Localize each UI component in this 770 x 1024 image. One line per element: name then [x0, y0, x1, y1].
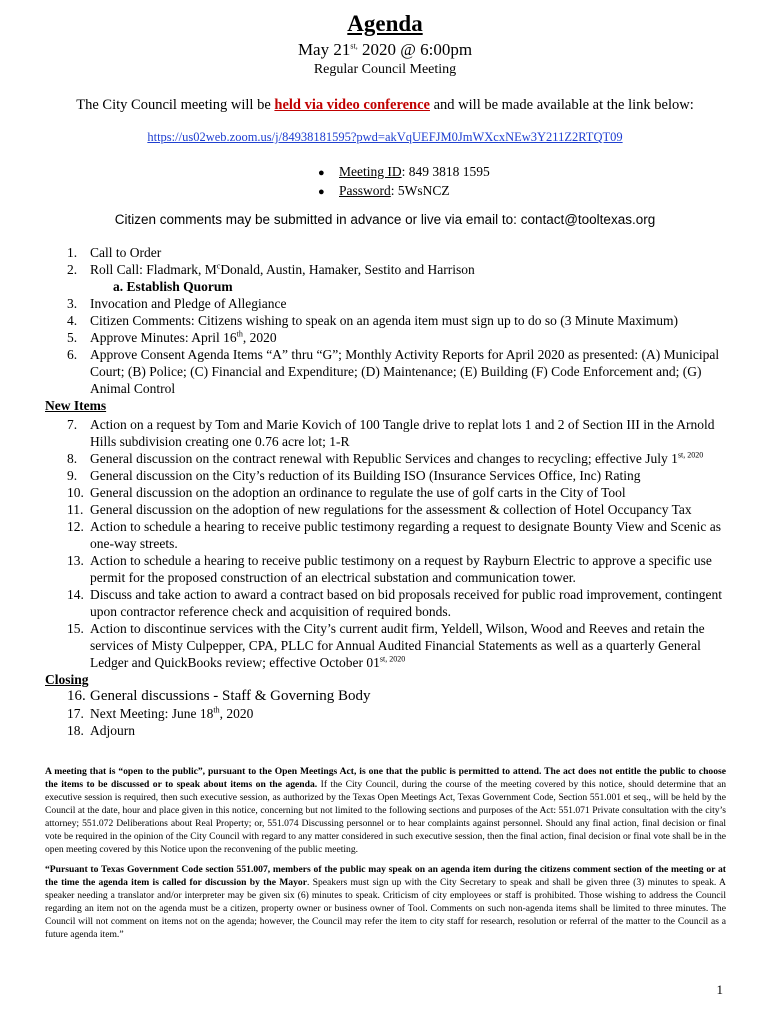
- date-time-text: 2020 @ 6:00pm: [357, 40, 473, 59]
- section-heading-new-items: New Items: [45, 398, 107, 413]
- date-superscript: st,: [350, 41, 358, 51]
- bullet-icon: ●: [318, 186, 325, 198]
- list-item: 13. Action to schedule a hearing to receive public testimony on a request by Rayburn Electric to approve a specific use permit for the proposed construction of an electrical substation and communication tower.: [67, 553, 712, 585]
- list-item: 3. Invocation and Pledge of Allegiance: [67, 296, 287, 311]
- list-item: 6. Approve Consent Agenda Items “A” thru “G”; Monthly Activity Reports for April 2020 as presented: (A) Municipal Court; (B) Police; (C) Financial and Expenditure; (D) Maintenance; (E) Building (F) Code Enforcement and; (G) Animal Control: [67, 347, 720, 396]
- list-item: 11. General discussion on the adoption of new regulations for the assessment & collection of Hotel Occupancy Tax: [67, 502, 692, 517]
- meeting-date: [0, 39, 770, 61]
- meeting-id-label: Meeting ID: [339, 164, 402, 179]
- legal-notice: [45, 765, 726, 948]
- list-item: 16. General discussions - Staff & Governing Body: [67, 688, 371, 704]
- password-label: Password: [339, 183, 391, 198]
- password-item: [318, 182, 490, 201]
- list-item: 5. Approve Minutes: April 16th, 2020: [67, 329, 277, 345]
- list-item: 9. General discussion on the City’s reduction of its Building ISO (Insurance Services Office, Inc) Rating: [67, 468, 641, 483]
- zoom-meeting-link[interactable]: https://us02web.zoom.us/j/84938181595?pwd=akVqUEFJM0JmWXcxNEw3Y211Z2RTQT09: [147, 130, 623, 144]
- list-item: 8. General discussion on the contract renewal with Republic Services and changes to recycling; effective July $1^{st, 2020}$: [67, 450, 704, 466]
- citizen-comments-note: Citizen comments may be submitted in advance or live via email to: contact@tooltexas.org: [114, 212, 656, 227]
- list-item: 15. Action to discontinue services with the City’s current audit firm, Yeldell, Wilson, Wood and Reeves and retain the services of Misty Culpepper, CPA, PLLC for Annual Audited Financial Statements as well as a quarterly General Ledger and QuickBooks review; effective October $01^{st, 2020}$: [67, 621, 705, 670]
- public-comment-notice: “Pursuant to Texas Government Code section 551.007, members of the public may speak on an agenda item during the citizens comment section of the meeting or at the time the agenda item is called for discussion by the Mayor. Speakers must sign up with the City Secretary to speak and shall be given three (3) minutes to speak. A speaker needing a translator and/or interpreter may be given six (6) minutes to speak. Criticism of city employees or staff is prohibited. Those wishing to address the Council regarding an item not on the agenda must be a citizen, property owner or business owner of Tool. Comments on such non-agenda items shall be limited to three minutes. The Council will not comment on items not on the agenda; however, the Council may refer the item to city staff for research, resolution or referral of the matter to the Council as a future agenda item.”: [45, 864, 726, 940]
- agenda-list: [45, 244, 735, 739]
- section-heading-closing: Closing: [45, 672, 89, 687]
- date-text: May 21: [297, 40, 351, 59]
- meeting-info-list: [318, 163, 490, 201]
- sub-item-quorum: a. Establish Quorum: [113, 279, 233, 294]
- list-item: 18. Adjourn: [67, 723, 135, 738]
- list-item: 7. Action on a request by Tom and Marie Kovich of 100 Tangle drive to replat lots 1 and 2 of Section III in the Arnold Hills subdivision creating one 0.76 acre lot; 1-R: [67, 417, 715, 449]
- page-number: 1: [716, 982, 723, 997]
- meeting-id-value: : 849 3818 1595: [401, 164, 490, 179]
- list-item: 4. Citizen Comments: Citizens wishing to speak on an agenda item must sign up to do so (3 Minute Maximum): [67, 313, 678, 328]
- intro-text: The City Council meeting will be held via video conference and will be made available at the link below:: [76, 97, 694, 113]
- meeting-subtitle: Regular Council Meeting: [313, 62, 457, 77]
- bullet-icon: ●: [318, 167, 325, 179]
- list-item: 2. Roll Call: Fladmark, $M^cDonald$, Austin, Hamaker, Sestito and Harrison: [67, 261, 475, 277]
- password-value: : 5WsNCZ: [390, 183, 450, 198]
- list-item: 14. Discuss and take action to award a contract based on bid proposals received for public road improvement, contingent upon contractor reference check and acquisition of required bonds.: [67, 587, 723, 619]
- page-title: Agenda: [347, 11, 423, 36]
- open-meetings-notice: A meeting that is “open to the public”, pursuant to the Open Meetings Act, is one that the public is permitted to attend. The act does not entitle the public to choose the items to be discussed or to speak about items on the agenda. If the City Council, during the course of the meeting covered by this notice, should determine that an executive session is required, then such executive session, as authorized by the Texas Open Meetings Act, Texas Government Code, Section 551.001 et seq., will be held by the Council at the date, hour and place given in this notice, concerning but not limited to the following sections and purposes of the Act: 551.071 Private consultation with the city’s attorney; 551.072 Deliberations about Real Property; or, 551.074 Discussing personnel or to hear complaints against personnel. Should any final action, final decision or final vote be required in the opinion of the City Council with regard to any matter considered in such executive session, then the final action, final decision or final vote shall be in the open meeting covered by this Notice upon the reconvening of the public meeting.: [45, 766, 727, 855]
- list-item: 1. Call to Order: [67, 245, 162, 260]
- video-conference-highlight: held via video conference: [274, 97, 430, 113]
- list-item: 12. Action to schedule a hearing to receive public testimony regarding a request to designate Bounty View and Scenic as one-way streets.: [67, 519, 721, 551]
- list-item: 10. General discussion on the adoption an ordinance to regulate the use of golf carts in the City of Tool: [67, 485, 626, 500]
- list-item: 17. Next Meeting: June 18th, 2020: [67, 705, 254, 721]
- meeting-id-item: [318, 163, 490, 182]
